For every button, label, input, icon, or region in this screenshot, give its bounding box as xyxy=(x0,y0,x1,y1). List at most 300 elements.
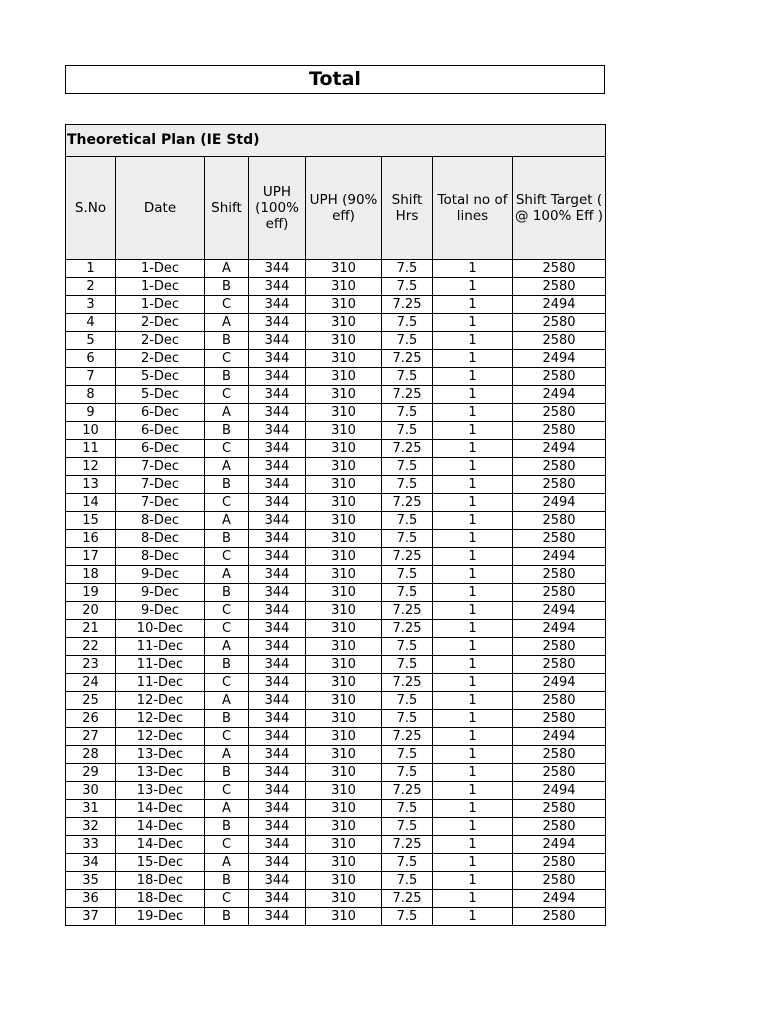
uph90-cell: 310 xyxy=(306,908,382,926)
shift-hrs-cell: 7.5 xyxy=(382,638,433,656)
lines-cell: 1 xyxy=(433,692,513,710)
shift-hrs-cell: 7.5 xyxy=(382,278,433,296)
shift-hrs-cell: 7.5 xyxy=(382,818,433,836)
shift-hrs-cell: 7.25 xyxy=(382,296,433,314)
date-cell: 13-Dec xyxy=(116,764,205,782)
lines-cell: 1 xyxy=(433,710,513,728)
table-row xyxy=(66,440,606,458)
date-cell: 9-Dec xyxy=(116,602,205,620)
target-cell: 2494 xyxy=(513,350,606,368)
sno-cell: 30 xyxy=(66,782,116,800)
shift-cell: B xyxy=(205,656,249,674)
lines-cell: 1 xyxy=(433,584,513,602)
uph90-cell: 310 xyxy=(306,854,382,872)
shift-cell: A xyxy=(205,854,249,872)
table-row xyxy=(66,710,606,728)
lines-cell: 1 xyxy=(433,800,513,818)
date-cell: 12-Dec xyxy=(116,692,205,710)
table-row xyxy=(66,494,606,512)
target-cell: 2494 xyxy=(513,494,606,512)
table-row xyxy=(66,404,606,422)
target-cell: 2494 xyxy=(513,440,606,458)
shift-cell: A xyxy=(205,458,249,476)
uph100-cell: 344 xyxy=(249,908,306,926)
date-cell: 6-Dec xyxy=(116,422,205,440)
table-row xyxy=(66,692,606,710)
uph100-cell: 344 xyxy=(249,386,306,404)
shift-cell: A xyxy=(205,800,249,818)
uph100-cell: 344 xyxy=(249,710,306,728)
uph90-cell: 310 xyxy=(306,278,382,296)
shift-cell: B xyxy=(205,584,249,602)
header-date: Date xyxy=(116,157,205,260)
header-row xyxy=(66,157,606,260)
uph90-cell: 310 xyxy=(306,440,382,458)
header-shift-hrs: Shift Hrs xyxy=(382,157,433,260)
lines-cell: 1 xyxy=(433,728,513,746)
shift-cell: A xyxy=(205,692,249,710)
uph100-cell: 344 xyxy=(249,872,306,890)
shift-cell: A xyxy=(205,746,249,764)
target-cell: 2580 xyxy=(513,872,606,890)
uph90-cell: 310 xyxy=(306,638,382,656)
lines-cell: 1 xyxy=(433,368,513,386)
uph90-cell: 310 xyxy=(306,530,382,548)
uph100-cell: 344 xyxy=(249,674,306,692)
lines-cell: 1 xyxy=(433,530,513,548)
target-cell: 2580 xyxy=(513,818,606,836)
target-cell: 2580 xyxy=(513,908,606,926)
sno-cell: 9 xyxy=(66,404,116,422)
uph90-cell: 310 xyxy=(306,566,382,584)
uph90-cell: 310 xyxy=(306,890,382,908)
uph100-cell: 344 xyxy=(249,728,306,746)
shift-cell: A xyxy=(205,638,249,656)
lines-cell: 1 xyxy=(433,332,513,350)
shift-hrs-cell: 7.25 xyxy=(382,620,433,638)
target-cell: 2580 xyxy=(513,368,606,386)
date-cell: 8-Dec xyxy=(116,530,205,548)
shift-hrs-cell: 7.5 xyxy=(382,530,433,548)
shift-hrs-cell: 7.5 xyxy=(382,692,433,710)
lines-cell: 1 xyxy=(433,512,513,530)
shift-hrs-cell: 7.5 xyxy=(382,332,433,350)
shift-cell: A xyxy=(205,566,249,584)
sno-cell: 20 xyxy=(66,602,116,620)
date-cell: 13-Dec xyxy=(116,746,205,764)
lines-cell: 1 xyxy=(433,494,513,512)
uph90-cell: 310 xyxy=(306,764,382,782)
lines-cell: 1 xyxy=(433,476,513,494)
target-cell: 2494 xyxy=(513,728,606,746)
uph90-cell: 310 xyxy=(306,296,382,314)
table-row xyxy=(66,764,606,782)
date-cell: 9-Dec xyxy=(116,566,205,584)
shift-cell: A xyxy=(205,512,249,530)
sno-cell: 11 xyxy=(66,440,116,458)
sno-cell: 24 xyxy=(66,674,116,692)
target-cell: 2580 xyxy=(513,854,606,872)
date-cell: 12-Dec xyxy=(116,728,205,746)
target-cell: 2580 xyxy=(513,746,606,764)
sno-cell: 33 xyxy=(66,836,116,854)
uph90-cell: 310 xyxy=(306,386,382,404)
target-cell: 2580 xyxy=(513,638,606,656)
shift-cell: B xyxy=(205,818,249,836)
uph100-cell: 344 xyxy=(249,782,306,800)
uph100-cell: 344 xyxy=(249,818,306,836)
target-cell: 2494 xyxy=(513,296,606,314)
uph90-cell: 310 xyxy=(306,314,382,332)
shift-cell: C xyxy=(205,728,249,746)
sno-cell: 1 xyxy=(66,260,116,278)
uph90-cell: 310 xyxy=(306,800,382,818)
uph90-cell: 310 xyxy=(306,656,382,674)
date-cell: 1-Dec xyxy=(116,260,205,278)
date-cell: 7-Dec xyxy=(116,458,205,476)
date-cell: 13-Dec xyxy=(116,782,205,800)
target-cell: 2580 xyxy=(513,260,606,278)
uph100-cell: 344 xyxy=(249,638,306,656)
shift-hrs-cell: 7.25 xyxy=(382,386,433,404)
shift-hrs-cell: 7.25 xyxy=(382,890,433,908)
shift-hrs-cell: 7.25 xyxy=(382,494,433,512)
sno-cell: 3 xyxy=(66,296,116,314)
date-cell: 5-Dec xyxy=(116,386,205,404)
table-row xyxy=(66,332,606,350)
shift-hrs-cell: 7.5 xyxy=(382,872,433,890)
shift-hrs-cell: 7.25 xyxy=(382,602,433,620)
shift-cell: B xyxy=(205,476,249,494)
date-cell: 2-Dec xyxy=(116,314,205,332)
date-cell: 1-Dec xyxy=(116,296,205,314)
sno-cell: 34 xyxy=(66,854,116,872)
target-cell: 2494 xyxy=(513,836,606,854)
uph100-cell: 344 xyxy=(249,278,306,296)
shift-hrs-cell: 7.25 xyxy=(382,440,433,458)
lines-cell: 1 xyxy=(433,872,513,890)
lines-cell: 1 xyxy=(433,836,513,854)
target-cell: 2580 xyxy=(513,656,606,674)
sno-cell: 26 xyxy=(66,710,116,728)
shift-cell: C xyxy=(205,440,249,458)
uph100-cell: 344 xyxy=(249,746,306,764)
table-row xyxy=(66,908,606,926)
lines-cell: 1 xyxy=(433,386,513,404)
table-row xyxy=(66,890,606,908)
uph100-cell: 344 xyxy=(249,656,306,674)
target-cell: 2580 xyxy=(513,422,606,440)
uph100-cell: 344 xyxy=(249,584,306,602)
table-row xyxy=(66,854,606,872)
uph90-cell: 310 xyxy=(306,710,382,728)
sno-cell: 31 xyxy=(66,800,116,818)
sno-cell: 28 xyxy=(66,746,116,764)
lines-cell: 1 xyxy=(433,638,513,656)
table-row xyxy=(66,314,606,332)
sno-cell: 35 xyxy=(66,872,116,890)
uph90-cell: 310 xyxy=(306,260,382,278)
target-cell: 2580 xyxy=(513,530,606,548)
uph100-cell: 344 xyxy=(249,512,306,530)
date-cell: 15-Dec xyxy=(116,854,205,872)
uph90-cell: 310 xyxy=(306,350,382,368)
date-cell: 7-Dec xyxy=(116,476,205,494)
date-cell: 2-Dec xyxy=(116,350,205,368)
shift-cell: A xyxy=(205,404,249,422)
table-row xyxy=(66,368,606,386)
sno-cell: 4 xyxy=(66,314,116,332)
uph100-cell: 344 xyxy=(249,692,306,710)
uph90-cell: 310 xyxy=(306,782,382,800)
header-uph-90: UPH (90% eff) xyxy=(306,157,382,260)
sno-cell: 18 xyxy=(66,566,116,584)
date-cell: 8-Dec xyxy=(116,512,205,530)
date-cell: 1-Dec xyxy=(116,278,205,296)
table-row xyxy=(66,548,606,566)
target-cell: 2580 xyxy=(513,512,606,530)
section-title: Theoretical Plan (IE Std) xyxy=(66,125,606,157)
date-cell: 8-Dec xyxy=(116,548,205,566)
shift-cell: B xyxy=(205,332,249,350)
table-row xyxy=(66,512,606,530)
sno-cell: 14 xyxy=(66,494,116,512)
date-cell: 9-Dec xyxy=(116,584,205,602)
date-cell: 2-Dec xyxy=(116,332,205,350)
sno-cell: 2 xyxy=(66,278,116,296)
sno-cell: 22 xyxy=(66,638,116,656)
shift-hrs-cell: 7.5 xyxy=(382,314,433,332)
sno-cell: 37 xyxy=(66,908,116,926)
shift-hrs-cell: 7.5 xyxy=(382,566,433,584)
target-cell: 2580 xyxy=(513,692,606,710)
date-cell: 11-Dec xyxy=(116,674,205,692)
sno-cell: 12 xyxy=(66,458,116,476)
header-shift-target: Shift Target ( @ 100% Eff ) xyxy=(513,157,606,260)
lines-cell: 1 xyxy=(433,314,513,332)
uph100-cell: 344 xyxy=(249,566,306,584)
table-row xyxy=(66,674,606,692)
uph90-cell: 310 xyxy=(306,818,382,836)
shift-cell: C xyxy=(205,494,249,512)
lines-cell: 1 xyxy=(433,890,513,908)
lines-cell: 1 xyxy=(433,854,513,872)
sno-cell: 25 xyxy=(66,692,116,710)
shift-hrs-cell: 7.5 xyxy=(382,422,433,440)
sno-cell: 13 xyxy=(66,476,116,494)
sno-cell: 32 xyxy=(66,818,116,836)
target-cell: 2580 xyxy=(513,764,606,782)
uph100-cell: 344 xyxy=(249,494,306,512)
lines-cell: 1 xyxy=(433,404,513,422)
table-row xyxy=(66,584,606,602)
sno-cell: 21 xyxy=(66,620,116,638)
target-cell: 2580 xyxy=(513,458,606,476)
shift-cell: C xyxy=(205,548,249,566)
sno-cell: 10 xyxy=(66,422,116,440)
table-row xyxy=(66,530,606,548)
table-row xyxy=(66,728,606,746)
sno-cell: 7 xyxy=(66,368,116,386)
shift-cell: C xyxy=(205,386,249,404)
header-sno: S.No xyxy=(66,157,116,260)
uph90-cell: 310 xyxy=(306,512,382,530)
lines-cell: 1 xyxy=(433,260,513,278)
date-cell: 14-Dec xyxy=(116,836,205,854)
uph100-cell: 344 xyxy=(249,314,306,332)
table-row xyxy=(66,746,606,764)
shift-hrs-cell: 7.5 xyxy=(382,854,433,872)
date-cell: 7-Dec xyxy=(116,494,205,512)
header-shift: Shift xyxy=(205,157,249,260)
shift-hrs-cell: 7.5 xyxy=(382,800,433,818)
uph90-cell: 310 xyxy=(306,548,382,566)
shift-hrs-cell: 7.25 xyxy=(382,548,433,566)
shift-cell: C xyxy=(205,890,249,908)
target-cell: 2580 xyxy=(513,476,606,494)
shift-hrs-cell: 7.5 xyxy=(382,458,433,476)
lines-cell: 1 xyxy=(433,422,513,440)
shift-hrs-cell: 7.25 xyxy=(382,728,433,746)
target-cell: 2580 xyxy=(513,332,606,350)
table-row xyxy=(66,872,606,890)
uph100-cell: 344 xyxy=(249,350,306,368)
shift-cell: C xyxy=(205,782,249,800)
target-cell: 2580 xyxy=(513,800,606,818)
shift-cell: C xyxy=(205,836,249,854)
lines-cell: 1 xyxy=(433,764,513,782)
uph90-cell: 310 xyxy=(306,692,382,710)
shift-cell: B xyxy=(205,278,249,296)
shift-cell: A xyxy=(205,314,249,332)
shift-cell: C xyxy=(205,620,249,638)
shift-cell: B xyxy=(205,422,249,440)
table-row xyxy=(66,836,606,854)
lines-cell: 1 xyxy=(433,746,513,764)
uph100-cell: 344 xyxy=(249,836,306,854)
shift-hrs-cell: 7.5 xyxy=(382,368,433,386)
shift-hrs-cell: 7.5 xyxy=(382,512,433,530)
uph90-cell: 310 xyxy=(306,620,382,638)
table-row xyxy=(66,638,606,656)
target-cell: 2494 xyxy=(513,782,606,800)
sno-cell: 29 xyxy=(66,764,116,782)
date-cell: 11-Dec xyxy=(116,656,205,674)
table-row xyxy=(66,602,606,620)
table-row xyxy=(66,566,606,584)
sno-cell: 17 xyxy=(66,548,116,566)
lines-cell: 1 xyxy=(433,548,513,566)
shift-cell: B xyxy=(205,764,249,782)
shift-cell: C xyxy=(205,350,249,368)
uph100-cell: 344 xyxy=(249,404,306,422)
shift-hrs-cell: 7.5 xyxy=(382,404,433,422)
shift-hrs-cell: 7.5 xyxy=(382,656,433,674)
uph90-cell: 310 xyxy=(306,836,382,854)
uph90-cell: 310 xyxy=(306,332,382,350)
uph100-cell: 344 xyxy=(249,764,306,782)
shift-hrs-cell: 7.5 xyxy=(382,908,433,926)
lines-cell: 1 xyxy=(433,818,513,836)
shift-cell: C xyxy=(205,674,249,692)
target-cell: 2494 xyxy=(513,386,606,404)
page-title: Total xyxy=(65,65,605,94)
uph90-cell: 310 xyxy=(306,494,382,512)
shift-hrs-cell: 7.5 xyxy=(382,260,433,278)
uph90-cell: 310 xyxy=(306,404,382,422)
uph100-cell: 344 xyxy=(249,620,306,638)
date-cell: 18-Dec xyxy=(116,890,205,908)
lines-cell: 1 xyxy=(433,350,513,368)
table-row xyxy=(66,818,606,836)
date-cell: 5-Dec xyxy=(116,368,205,386)
sno-cell: 8 xyxy=(66,386,116,404)
target-cell: 2580 xyxy=(513,710,606,728)
table-row xyxy=(66,782,606,800)
uph90-cell: 310 xyxy=(306,674,382,692)
uph100-cell: 344 xyxy=(249,332,306,350)
date-cell: 11-Dec xyxy=(116,638,205,656)
lines-cell: 1 xyxy=(433,674,513,692)
uph100-cell: 344 xyxy=(249,422,306,440)
shift-cell: B xyxy=(205,908,249,926)
target-cell: 2580 xyxy=(513,566,606,584)
table-row xyxy=(66,278,606,296)
uph90-cell: 310 xyxy=(306,602,382,620)
date-cell: 18-Dec xyxy=(116,872,205,890)
lines-cell: 1 xyxy=(433,296,513,314)
table-row xyxy=(66,458,606,476)
uph90-cell: 310 xyxy=(306,422,382,440)
uph90-cell: 310 xyxy=(306,458,382,476)
table-row xyxy=(66,656,606,674)
target-cell: 2580 xyxy=(513,404,606,422)
uph90-cell: 310 xyxy=(306,476,382,494)
table-row xyxy=(66,260,606,278)
shift-hrs-cell: 7.5 xyxy=(382,746,433,764)
shift-hrs-cell: 7.5 xyxy=(382,710,433,728)
uph100-cell: 344 xyxy=(249,602,306,620)
uph100-cell: 344 xyxy=(249,368,306,386)
sno-cell: 23 xyxy=(66,656,116,674)
uph100-cell: 344 xyxy=(249,890,306,908)
shift-hrs-cell: 7.25 xyxy=(382,836,433,854)
uph100-cell: 344 xyxy=(249,854,306,872)
shift-cell: B xyxy=(205,872,249,890)
uph100-cell: 344 xyxy=(249,458,306,476)
lines-cell: 1 xyxy=(433,620,513,638)
uph100-cell: 344 xyxy=(249,548,306,566)
lines-cell: 1 xyxy=(433,782,513,800)
sno-cell: 27 xyxy=(66,728,116,746)
target-cell: 2494 xyxy=(513,548,606,566)
lines-cell: 1 xyxy=(433,278,513,296)
uph100-cell: 344 xyxy=(249,260,306,278)
table-row xyxy=(66,386,606,404)
lines-cell: 1 xyxy=(433,602,513,620)
uph90-cell: 310 xyxy=(306,368,382,386)
target-cell: 2494 xyxy=(513,620,606,638)
lines-cell: 1 xyxy=(433,908,513,926)
header-total-lines: Total no of lines xyxy=(433,157,513,260)
date-cell: 6-Dec xyxy=(116,440,205,458)
shift-hrs-cell: 7.25 xyxy=(382,674,433,692)
shift-hrs-cell: 7.5 xyxy=(382,764,433,782)
date-cell: 6-Dec xyxy=(116,404,205,422)
uph90-cell: 310 xyxy=(306,872,382,890)
lines-cell: 1 xyxy=(433,566,513,584)
table-row xyxy=(66,422,606,440)
